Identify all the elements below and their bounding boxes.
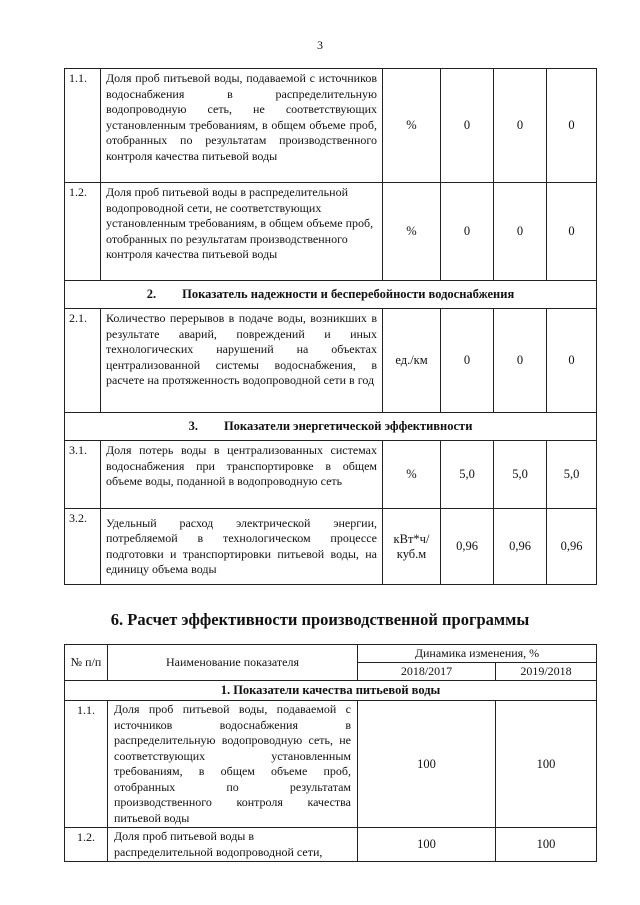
indicator-name: Доля потерь воды в централизованных системах водоснабжения при транспортировке в общем объеме воды, поданной в водопроводную сеть	[101, 441, 383, 509]
section-label: Показатели энергетической эффективности	[223, 419, 473, 433]
section-title	[65, 281, 597, 309]
table-row	[65, 183, 597, 281]
section-title	[65, 413, 597, 441]
header-number: № п/п	[65, 645, 108, 681]
value-cell: 100	[358, 828, 496, 862]
section-row	[65, 281, 597, 309]
row-number: 2.1.	[65, 309, 101, 413]
indicator-name: Доля проб питьевой воды, подаваемой с источников водоснабжения в распределительную водопроводную сеть, не соответствующих установленным требованиям, в общем объеме проб, отобранных по результатам производственного контроля качества питьевой воды	[101, 69, 383, 183]
efficiency-table	[64, 644, 597, 862]
value-cell: 100	[496, 828, 597, 862]
value-cell: 5,0	[494, 441, 547, 509]
row-number: 1.2.	[65, 828, 108, 862]
row-number: 1.1.	[65, 69, 101, 183]
value-cell: 0	[494, 309, 547, 413]
unit-cell: %	[383, 183, 441, 281]
unit-cell: %	[383, 441, 441, 509]
section-row	[65, 413, 597, 441]
value-cell: 100	[358, 701, 496, 828]
value-cell: 0,96	[494, 509, 547, 585]
value-cell: 0	[494, 183, 547, 281]
indicator-name: Доля проб питьевой воды, подаваемой с источников водоснабжения в распределительную водопроводную сеть, не соответствующих установленным требованиям, в общем объеме проб, отобранных по результатам производственного контроля качества питьевой воды	[108, 701, 358, 828]
value-cell: 0	[441, 309, 494, 413]
section-heading: 6. Расчет эффективности производственной программы	[110, 610, 530, 629]
table-row	[65, 509, 597, 585]
value-cell: 0	[547, 183, 597, 281]
value-cell: 5,0	[441, 441, 494, 509]
value-cell: 100	[496, 701, 597, 828]
value-cell: 5,0	[547, 441, 597, 509]
value-cell: 0	[494, 69, 547, 183]
value-cell: 0	[441, 69, 494, 183]
row-number: 3.1.	[65, 441, 101, 509]
value-cell: 0,96	[441, 509, 494, 585]
table-row	[65, 701, 597, 828]
table-row	[65, 69, 597, 183]
header-dynamics: Динамика изменения, %	[358, 645, 597, 663]
section-number: 3.	[188, 419, 198, 433]
indicator-name: Удельный расход электрической энергии, потребляемой в технологическом процессе подготовки и транспортировки питьевой воды, на единицу объема воды	[101, 509, 383, 585]
header-period: 2018/2017	[358, 663, 496, 681]
value-cell: 0	[441, 183, 494, 281]
header-period: 2019/2018	[496, 663, 597, 681]
table-row	[65, 828, 597, 862]
unit-cell: кВт*ч/ куб.м	[383, 509, 441, 585]
table-row	[65, 309, 597, 413]
section-row	[65, 681, 597, 701]
value-cell: 0	[547, 69, 597, 183]
section-label: Показатель надежности и бесперебойности водоснабжения	[182, 287, 515, 301]
page-number: 3	[317, 38, 323, 52]
unit-cell: %	[383, 69, 441, 183]
row-number: 1.1.	[65, 701, 108, 828]
value-cell: 0	[547, 309, 597, 413]
value-cell: 0,96	[547, 509, 597, 585]
section-title: 1. Показатели качества питьевой воды	[65, 681, 597, 701]
indicator-name: Доля проб питьевой воды в распределительной водопроводной сети, не соответствующих установленным требованиям, в общем объеме проб, отобранных по результатам производственного контроля качества питьевой воды	[101, 183, 383, 281]
header-name: Наименование показателя	[108, 645, 358, 681]
unit-cell: ед./км	[383, 309, 441, 413]
row-number: 3.2.	[65, 509, 101, 585]
indicator-name: Количество перерывов в подаче воды, возникших в результате аварий, повреждений и иных технологических нарушений на объектах централизованной системы водоснабжения, в расчете на протяженность водопроводной сети в год	[101, 309, 383, 413]
indicators-table	[64, 68, 597, 585]
section-number: 2.	[146, 287, 157, 301]
header-row	[65, 645, 597, 663]
row-number: 1.2.	[65, 183, 101, 281]
table-row	[65, 441, 597, 509]
indicator-name: Доля проб питьевой воды в распределительной водопроводной сети,	[108, 828, 358, 862]
